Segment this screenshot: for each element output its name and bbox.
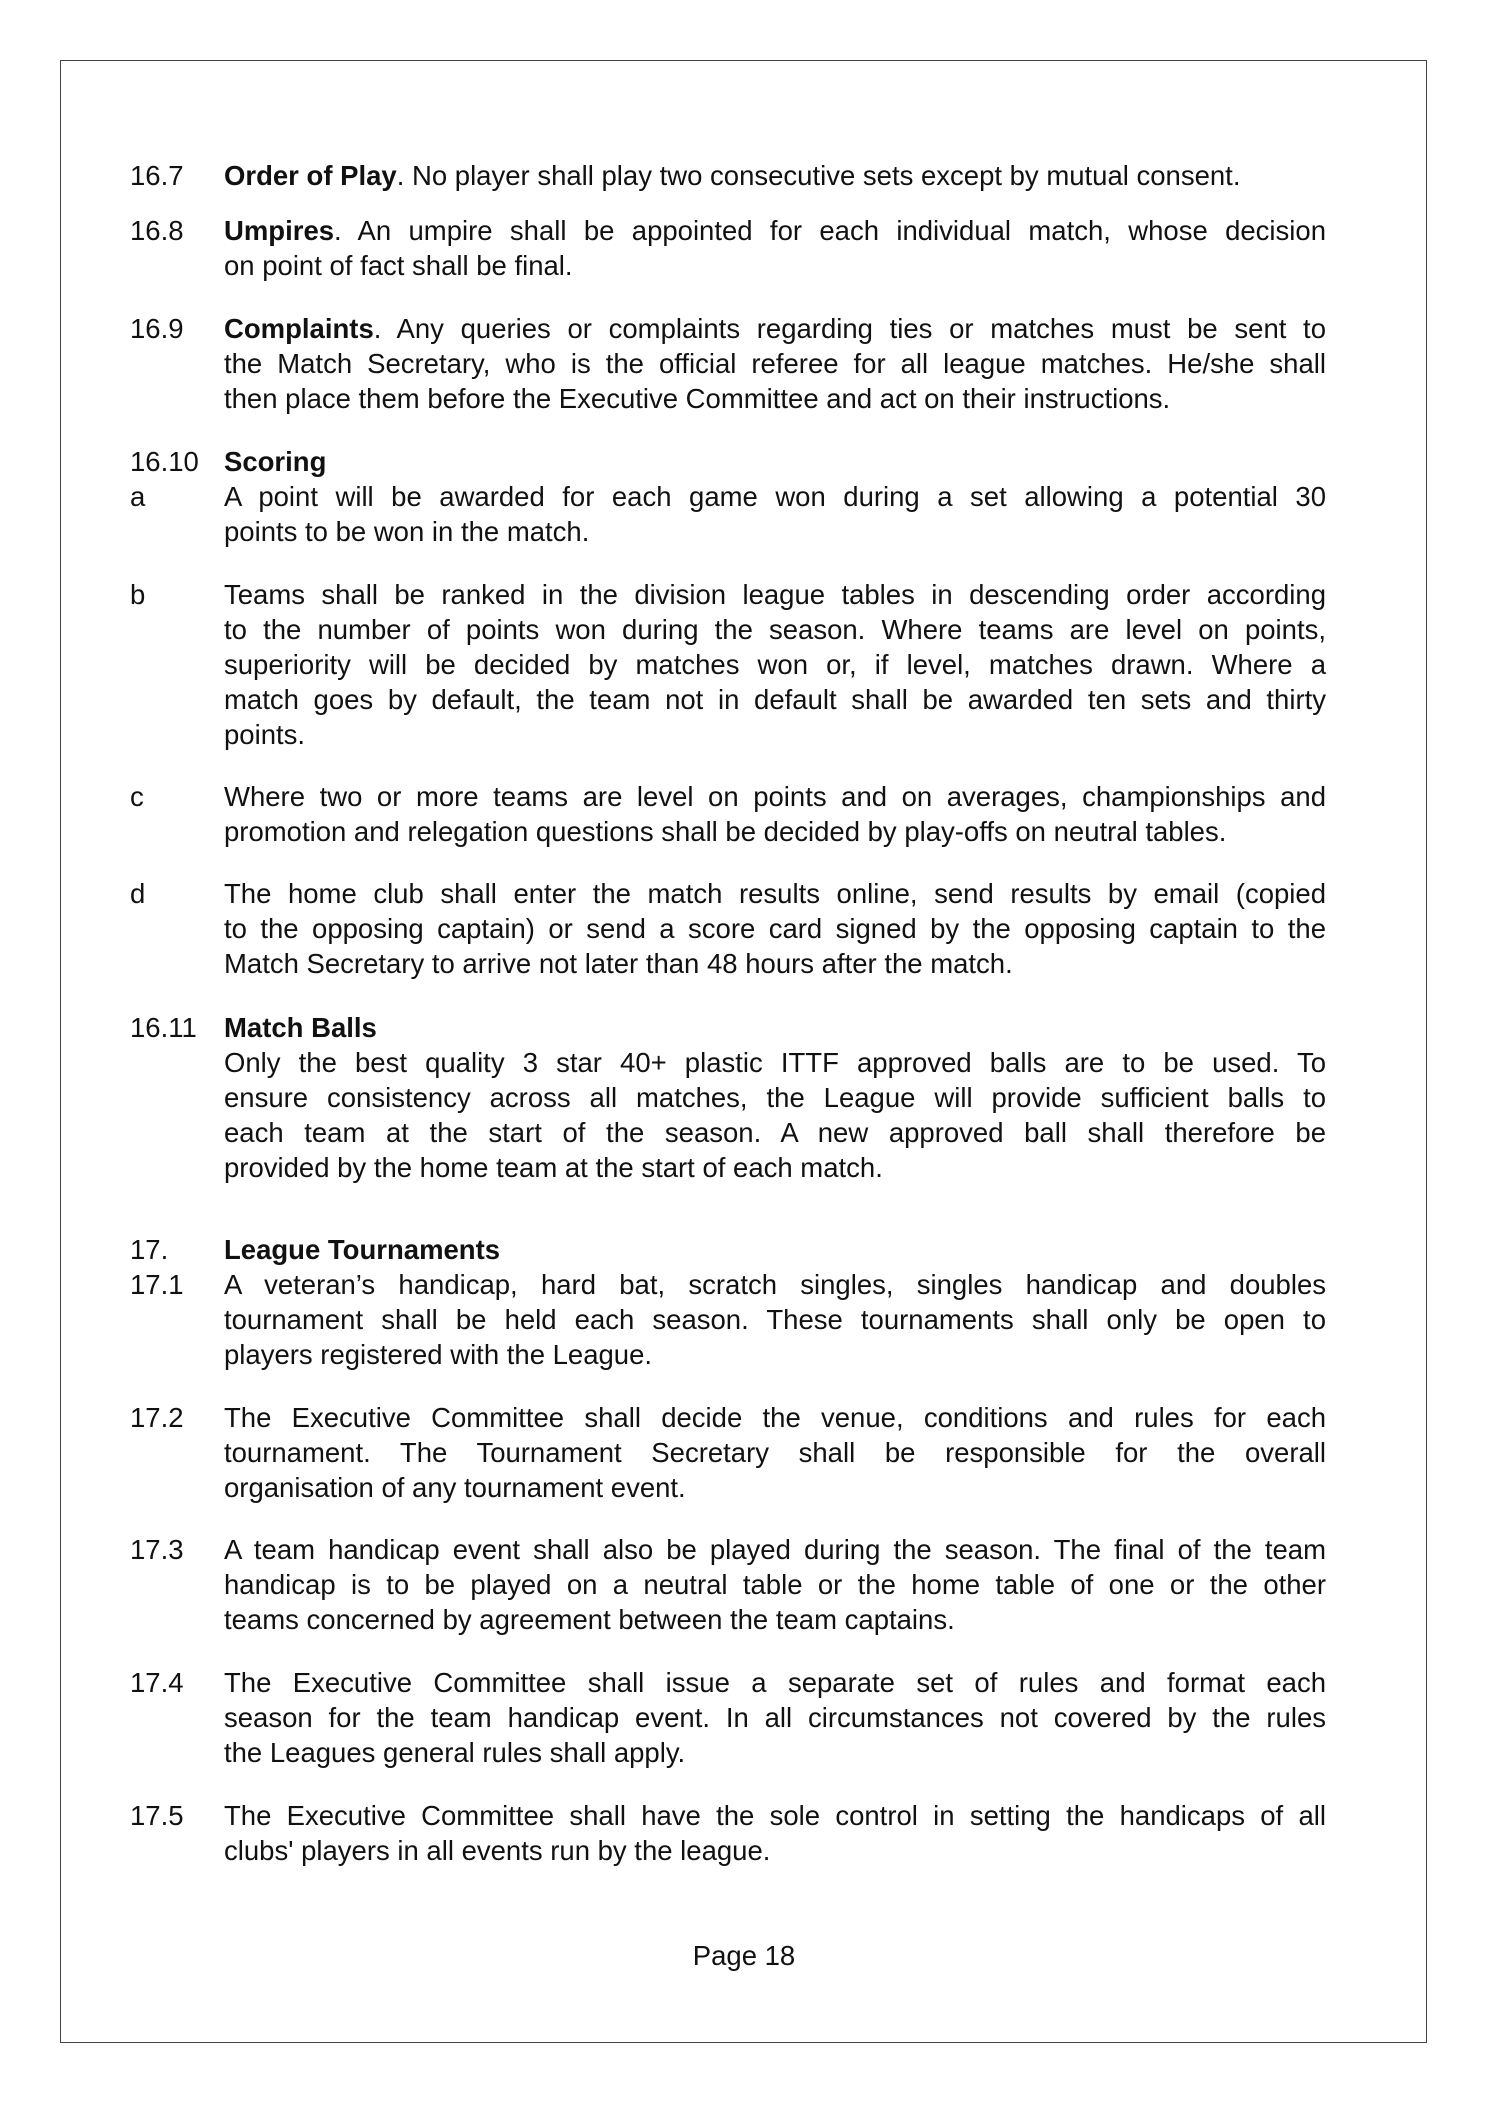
clause-number: 17.1 <box>130 1269 184 1300</box>
clause-number: 17.5 <box>130 1800 184 1831</box>
clause-body <box>224 1400 1326 1505</box>
clause-number: 17.3 <box>130 1534 184 1565</box>
clause-title: Scoring <box>224 446 327 477</box>
clause-number: 17.2 <box>130 1402 184 1433</box>
subclause-letter: b <box>130 579 146 610</box>
clause-body <box>224 1798 1326 1868</box>
clause-text: then place them before the Executive Committee and act on their instructions. <box>224 383 1171 414</box>
subclause-letter: c <box>130 781 144 812</box>
clause-title: Complaints <box>224 313 374 344</box>
clause-text: A team handicap event shall also be played during the season. The final of the team <box>224 1534 1326 1565</box>
clause-text: superiority will be decided by matches won or, if level, matches drawn. Where a <box>224 649 1326 680</box>
clause-text: each team at the start of the season. A new approved ball shall therefore be <box>224 1117 1326 1148</box>
clause-text: to the opposing captain) or send a score card signed by the opposing captain to the <box>224 913 1326 944</box>
clause-text: Teams shall be ranked in the division league tables in descending order according <box>224 579 1326 610</box>
clause-body <box>224 1267 1326 1372</box>
clause-body <box>224 1532 1326 1637</box>
clause-body <box>224 1232 1326 1267</box>
clause-text: to the number of points won during the season. Where teams are level on points, <box>224 614 1326 645</box>
clause-text: provided by the home team at the start of each match. <box>224 1152 883 1183</box>
clause-number: 16.7 <box>130 160 184 191</box>
clause-body <box>224 1665 1326 1770</box>
clause-text: . No player shall play two consecutive sets except by mutual consent. <box>396 160 1241 191</box>
clause-text: the Leagues general rules shall apply. <box>224 1737 686 1768</box>
clause-body <box>224 577 1326 752</box>
clause-body <box>224 1010 1326 1185</box>
clause-title: Umpires <box>224 215 335 246</box>
clause-text: ensure consistency across all matches, the League will provide sufficient balls to <box>224 1082 1326 1113</box>
clause-text: . An umpire shall be appointed for each individual match, whose decision <box>334 215 1326 246</box>
clause-body <box>224 479 1326 549</box>
clause-body <box>224 444 1326 479</box>
clause-text: The Executive Committee shall decide the venue, conditions and rules for each <box>224 1402 1326 1433</box>
clause-number: 16.10 <box>130 446 199 477</box>
subclause-letter: a <box>130 481 146 512</box>
clause-body <box>224 158 1326 193</box>
clause-text: A veteran’s handicap, hard bat, scratch singles, singles handicap and doubles <box>224 1269 1326 1300</box>
clause-text: the Match Secretary, who is the official referee for all league matches. He/she shall <box>224 348 1326 379</box>
clause-text: Where two or more teams are level on points and on averages, championships and <box>224 781 1326 812</box>
clause-text: Only the best quality 3 star 40+ plastic ITTF approved balls are to be used. To <box>224 1047 1326 1078</box>
clause-text: The Executive Committee shall issue a separate set of rules and format each <box>224 1667 1326 1698</box>
clause-number: 16.9 <box>130 313 184 344</box>
page-number: Page 18 <box>692 1940 796 1971</box>
clause-text: season for the team handicap event. In all circumstances not covered by the rules <box>224 1702 1326 1733</box>
clause-body <box>224 779 1326 849</box>
clause-text: tournament shall be held each season. These tournaments shall only be open to <box>224 1304 1326 1335</box>
section-title: League Tournaments <box>224 1234 501 1265</box>
clause-text: players registered with the League. <box>224 1339 653 1370</box>
clause-text: The home club shall enter the match results online, send results by email (copied <box>224 878 1326 909</box>
clause-text: organisation of any tournament event. <box>224 1472 686 1503</box>
clause-text: promotion and relegation questions shall be decided by play-offs on neutral tables. <box>224 816 1227 847</box>
clause-text: points to be won in the match. <box>224 516 590 547</box>
clause-number: 17.4 <box>130 1667 184 1698</box>
clause-text: tournament. The Tournament Secretary shall be responsible for the overall <box>224 1437 1326 1468</box>
clause-body <box>224 876 1326 981</box>
clause-title: Order of Play <box>224 160 397 191</box>
clause-body <box>224 213 1326 283</box>
clause-text: clubs' players in all events run by the league. <box>224 1835 771 1866</box>
clause-text: Match Secretary to arrive not later than 48 hours after the match. <box>224 948 1013 979</box>
subclause-letter: d <box>130 878 146 909</box>
clause-number: 16.8 <box>130 215 184 246</box>
section-number: 17. <box>130 1234 169 1265</box>
clause-text: teams concerned by agreement between the team captains. <box>224 1604 955 1635</box>
clause-text: handicap is to be played on a neutral table or the home table of one or the other <box>224 1569 1326 1600</box>
clause-text: A point will be awarded for each game won during a set allowing a potential 30 <box>224 481 1326 512</box>
clause-text: on point of fact shall be final. <box>224 250 573 281</box>
clause-text: points. <box>224 719 306 750</box>
clause-text: . Any queries or complaints regarding ties or matches must be sent to <box>373 313 1326 344</box>
clause-text: The Executive Committee shall have the sole control in setting the handicaps of all <box>224 1800 1326 1831</box>
clause-body <box>224 311 1326 416</box>
clause-title: Match Balls <box>224 1012 377 1043</box>
clause-text: match goes by default, the team not in default shall be awarded ten sets and thirty <box>224 684 1326 715</box>
clause-number: 16.11 <box>130 1012 197 1043</box>
